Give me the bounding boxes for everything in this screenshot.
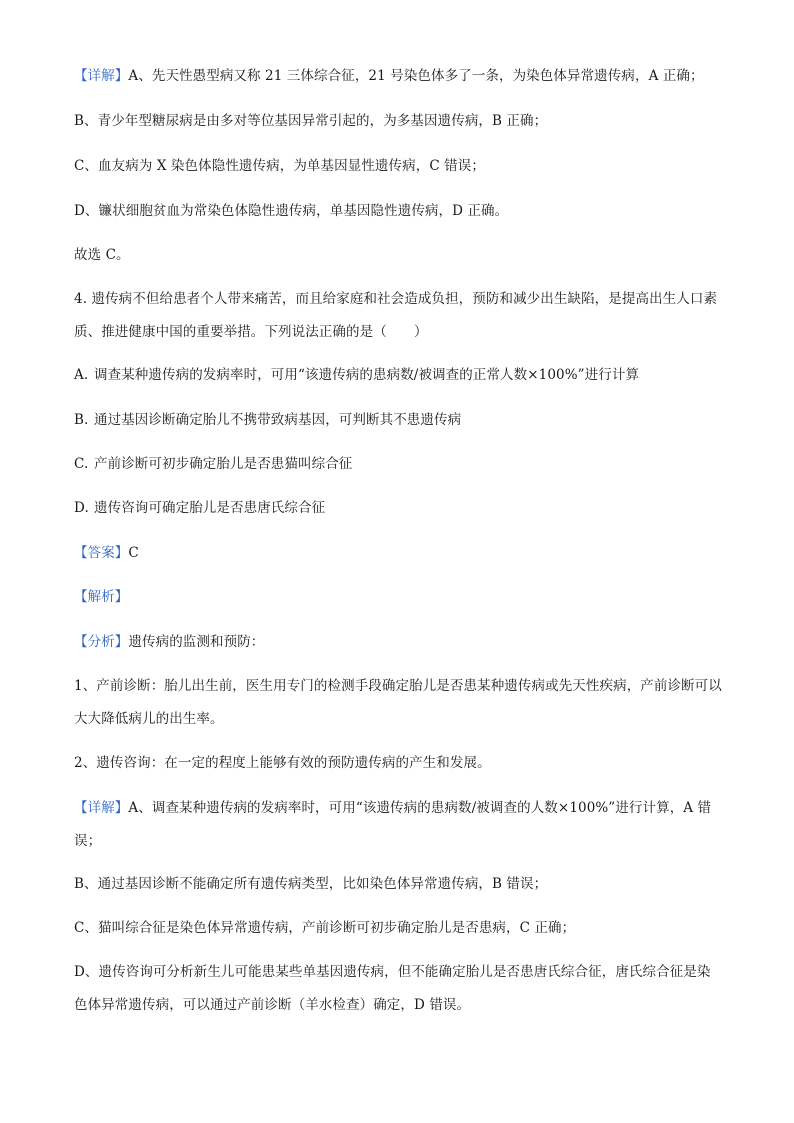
question-stem: 4. 遗传病不但给患者个人带来痛苦，而且给家庭和社会造成负担，预防和减少出生缺陷，是提高出生人口素质、推进健康中国的重要举措。下列说法正确的是（ ）: [74, 291, 718, 340]
option-letter: A.: [74, 367, 89, 383]
detail-option-d: D、镰状细胞贫血为常染色体隐性遗传病，单基因隐性遗传病，D 正确。: [74, 203, 509, 219]
answer-line: [74, 542, 724, 564]
question-option-a: [74, 364, 724, 386]
option-text: 遗传咨询可确定胎儿是否患唐氏综合征: [94, 500, 326, 516]
point-2: 2、遗传咨询：在一定的程度上能够有效的预防遗传病的产生和发展。: [74, 755, 491, 771]
detail-paragraph-2: [74, 792, 724, 858]
answer-value: C: [128, 545, 139, 561]
detail-tag: 【详解】: [74, 800, 129, 816]
detail-option-c: C、血友病为 X 染色体隐性遗传病，为单基因显性遗传病，C 错误；: [74, 158, 485, 174]
option-letter: D.: [74, 500, 89, 516]
option-text: 产前诊断可初步确定胎儿是否患猫叫综合征: [94, 456, 353, 472]
option-text: 通过基因诊断确定胎儿不携带致病基因，可判断其不患遗传病: [94, 412, 462, 428]
analysis-line: [74, 631, 724, 653]
detail-text: A、调查某种遗传病的发病率时，可用“该遗传病的患病数/被调查的人数×100%”进行计算，A 错误；: [74, 800, 712, 849]
detail2-option-b: B、通过基因诊断不能确定所有遗传病类型，比如染色体异常遗传病，B 错误；: [74, 876, 548, 892]
detail-paragraph-1: [74, 60, 724, 93]
option-text: 调查某种遗传病的发病率时，可用“该遗传病的患病数/被调查的正常人数×100%”进行计算: [94, 367, 640, 383]
point-1: 1、产前诊断：胎儿出生前，医生用专门的检测手段确定胎儿是否患某种遗传病或先天性疾病，产前诊断可以大大降低病儿的出生率。: [74, 678, 722, 727]
detail-tag: 【详解】: [74, 68, 129, 84]
option-letter: C.: [74, 456, 89, 472]
question-option-c: [74, 453, 724, 475]
detail-text: A、先天性愚型病又称 21 三体综合征，21 号染色体多了一条，为染色体异常遗传病，A 正确；: [128, 68, 704, 84]
analysis-tag: 【解析】: [74, 589, 129, 605]
detail2-option-c: C、猫叫综合征是染色体异常遗传病，产前诊断可初步确定胎儿是否患病，C 正确；: [74, 920, 576, 936]
question-option-b: [74, 409, 724, 431]
analysis-heading: [74, 586, 724, 608]
analysis-sub-tag: 【分析】: [74, 634, 129, 650]
analysis-text: 遗传病的监测和预防：: [128, 634, 265, 650]
detail-option-b: B、青少年型糖尿病是由多对等位基因异常引起的，为多基因遗传病，B 正确；: [74, 113, 548, 129]
detail2-option-d: D、遗传咨询可分析新生儿可能患某些单基因遗传病，但不能确定胎儿是否患唐氏综合征，唐氏综合征是染色体异常遗传病，可以通过产前诊断（羊水检查）确定，D 错误。: [74, 964, 711, 1013]
answer-tag: 【答案】: [74, 545, 129, 561]
option-letter: B.: [74, 412, 89, 428]
question-option-d: [74, 497, 724, 519]
choose-line: 故选 C。: [74, 247, 130, 263]
